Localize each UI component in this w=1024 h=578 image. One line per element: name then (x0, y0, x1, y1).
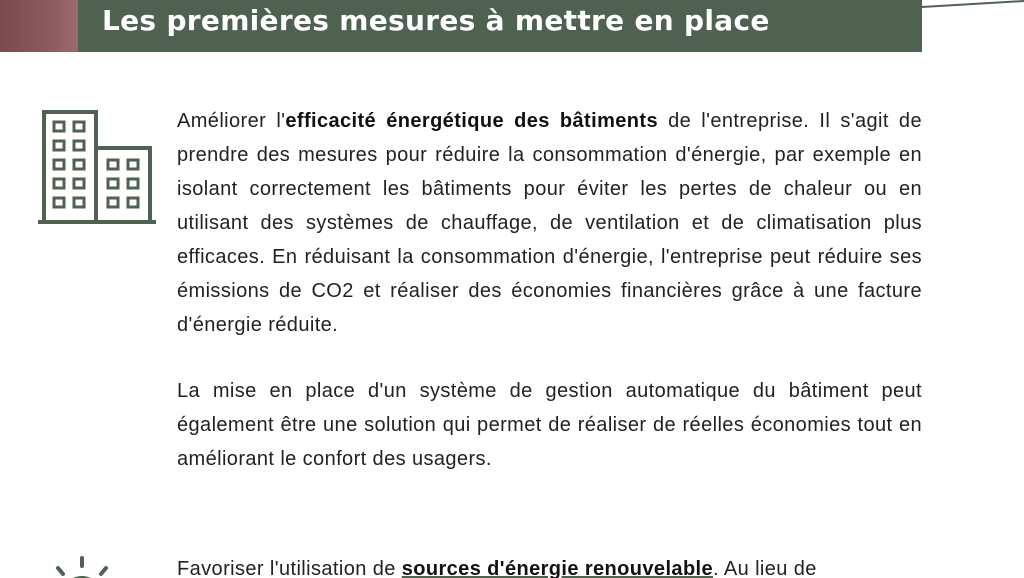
paragraph-renewables (177, 552, 922, 578)
header-accent-block (0, 0, 78, 52)
sun-icon (36, 552, 160, 578)
text-run: . Au lieu de (713, 558, 817, 578)
section-text (177, 104, 922, 508)
paragraph-efficiency (177, 104, 922, 342)
text-run: Améliorer l' (177, 110, 286, 132)
section-text (177, 552, 922, 578)
text-run: Favoriser l'utilisation de (177, 558, 402, 578)
corner-decor-line (922, 0, 1024, 8)
emphasis-text: sources d'énergie renouvelable (401, 558, 714, 578)
paragraph-automation: La mise en place d'un système de gestion automatique du bâtiment peut également être une solution qui permet de réaliser de réelles économies tout en améliorant le confort des usagers. (177, 380, 922, 470)
section-title: Les premières mesures à mettre en place (102, 4, 770, 37)
emphasis-text: efficacité énergétique des bâtiments (285, 110, 658, 132)
text-run: de l'entreprise. Il s'agit de prendre des mesures pour réduire la consommation d'énergie, par exemple en isolant correctement les bâtiments pour éviter les pertes de chaleur ou en utilisant des systèmes de chauffage, de ventilation et de climatisation plus efficaces. En réduisant la consommation d'énergie, l'entreprise peut réduire ses émissions de CO2 et réaliser des économies financières grâce à une facture d'énergie réduite. (177, 110, 922, 336)
building-icon (36, 104, 160, 228)
